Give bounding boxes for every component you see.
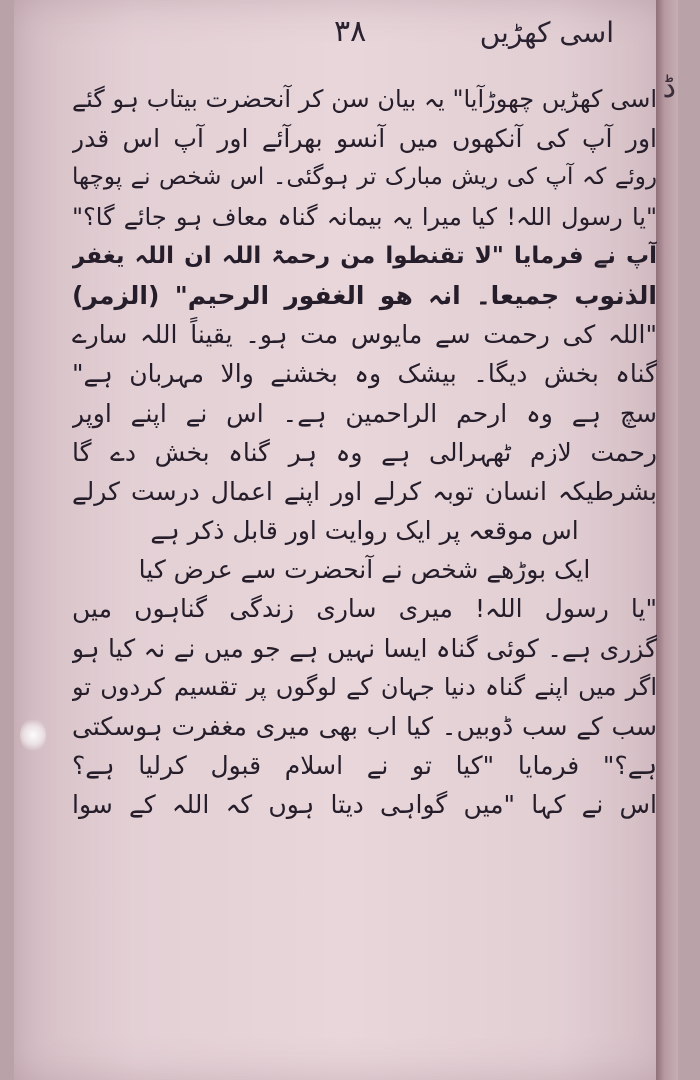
book-page: [14, 0, 678, 1080]
text-line: روئے کہ آپ کی ریش مبارک تر ہوگئی۔ اس شخص نے پوچھا: [72, 164, 657, 191]
page-edge: [656, 0, 678, 1080]
text-line: "اللہ کی رحمت سے مایوس مت ہو۔ یقیناً اللہ سارے: [72, 320, 657, 350]
light-glare: [20, 718, 46, 752]
text-line: ہے؟" فرمایا "کیا تو نے اسلام قبول کرلیا ہے؟: [72, 751, 657, 781]
text-line: اس نے کہا "میں گواہی دیتا ہوں کہ اللہ کے سوا: [72, 790, 657, 820]
running-title: اسی کھڑیں: [479, 16, 614, 49]
text-line: "یا رسول اللہ! میری ساری زندگی گناہوں میں: [72, 594, 657, 624]
text-line: گزری ہے۔ کوئی گناہ ایسا نہیں ہے جو میں نے نہ کیا ہو: [72, 633, 657, 663]
quran-verse-line: الذنوب جمیعا۔ انہ ھو الغفور الرحیم" (الزمر): [72, 280, 657, 310]
text-line: سچ ہے وہ ارحم الراحمین ہے۔ اس نے اپنے اوپر: [72, 398, 657, 428]
text-line: سب کے سب ڈوبیں۔ کیا اب بھی میری مغفرت ہوسکتی: [72, 712, 657, 741]
text-line: بشرطیکہ انسان توبہ کرلے اور اپنے اعمال درست کرلے: [72, 476, 657, 506]
text-line: "یا رسول اللہ! کیا میرا یہ بیمانہ گناہ معاف ہو جائے گا؟": [72, 202, 657, 231]
text-line: اگر میں اپنے گناہ دنیا جہان کے لوگوں پر تقسیم کردوں تو: [72, 672, 657, 701]
page-header: [54, 14, 654, 54]
text-line: اور آپ کی آنکھوں میں آنسو بھرآئے اور آپ اس قدر: [72, 124, 657, 154]
page-number: ۳۸: [334, 14, 367, 49]
text-line: رحمت لازم ٹھہرالی ہے وہ ہر گناہ بخش دے گا: [72, 437, 657, 467]
text-line: ایک بوڑھے شخص نے آنحضرت سے عرض کیا: [138, 555, 591, 585]
text-line: گناہ بخش دیگا۔ بیشک وہ بخشنے والا مہربان ہے": [72, 359, 657, 389]
text-line: اسی کھڑیں چھوڑآیا" یہ بیان سن کر آنحضرت بیتاب ہو گئے: [72, 85, 657, 113]
quran-verse-line: آپ نے فرمایا "لا تقنطوا من رحمۃ اللہ ان اللہ یغفر: [72, 242, 657, 269]
body-text: [72, 80, 657, 825]
text-line: اس موقعہ پر ایک روایت اور قابل ذکر ہے: [150, 516, 579, 546]
adjacent-page-letter: ڈ: [662, 70, 676, 105]
